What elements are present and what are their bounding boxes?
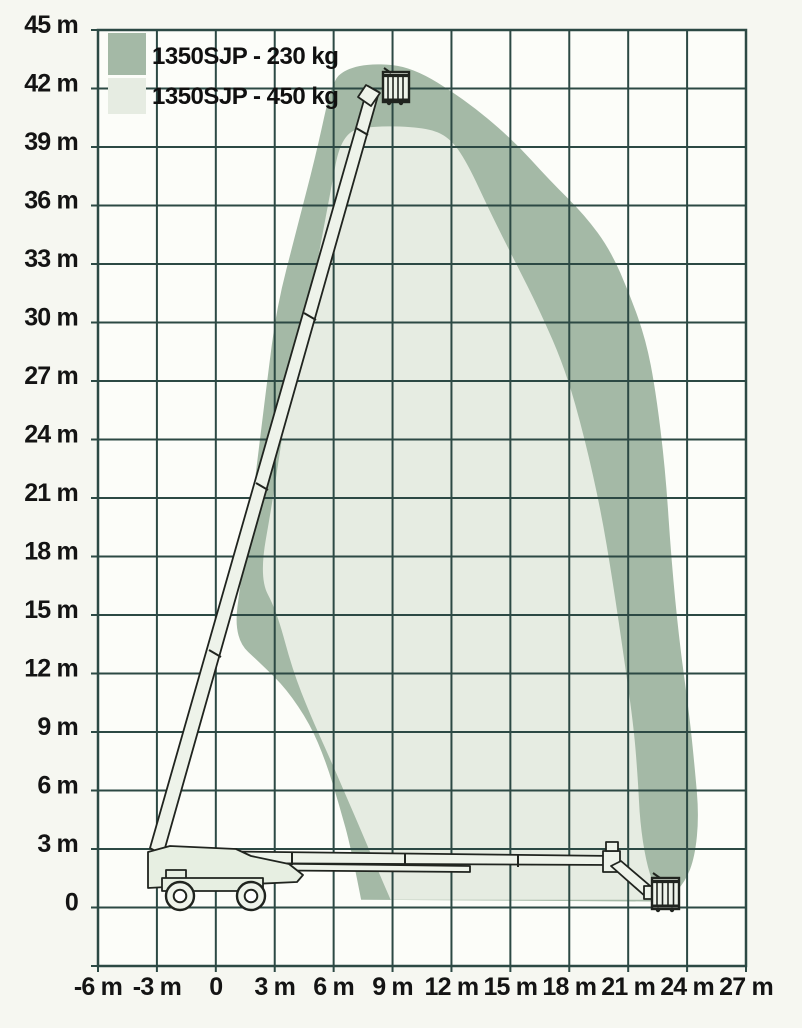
legend-swatch-230kg bbox=[108, 33, 146, 75]
y-tick-label: 45 m bbox=[24, 11, 78, 39]
y-tick-label: 36 m bbox=[24, 186, 78, 215]
y-tick-label: 27 m bbox=[24, 362, 78, 390]
x-tick-label: -3 m bbox=[132, 973, 182, 1001]
y-tick-label: 0 bbox=[64, 888, 78, 917]
x-tick-label: -6 m bbox=[73, 973, 123, 1001]
wheel-hub bbox=[245, 890, 258, 903]
x-tick-label: 6 m bbox=[313, 973, 354, 1001]
y-tick-label: 15 m bbox=[24, 596, 78, 624]
y-tick-label: 6 m bbox=[37, 771, 78, 800]
x-tick-label: 21 m bbox=[601, 973, 656, 1001]
x-tick-label: 15 m bbox=[483, 973, 538, 1001]
y-tick-label: 9 m bbox=[37, 713, 78, 741]
legend-label-450kg: 1350SJP - 450 kg bbox=[152, 83, 339, 110]
x-tick-label: 18 m bbox=[542, 973, 597, 1001]
y-tick-label: 12 m bbox=[24, 654, 78, 683]
y-axis-labels bbox=[24, 11, 78, 917]
basket-caster bbox=[670, 908, 674, 912]
y-tick-label: 39 m bbox=[24, 128, 78, 156]
x-tick-label: 12 m bbox=[424, 973, 479, 1001]
legend-swatch-450kg bbox=[108, 78, 146, 114]
y-tick-label: 33 m bbox=[24, 245, 78, 273]
y-tick-label: 30 m bbox=[24, 303, 78, 332]
y-tick-label: 42 m bbox=[24, 69, 78, 98]
x-tick-label: 24 m bbox=[660, 973, 714, 1001]
x-axis-labels bbox=[74, 973, 773, 1001]
x-tick-label: 3 m bbox=[254, 973, 296, 1001]
y-tick-label: 3 m bbox=[37, 830, 78, 858]
wheel-hub bbox=[174, 890, 187, 903]
y-tick-label: 24 m bbox=[24, 420, 78, 449]
x-tick-label: 27 m bbox=[719, 973, 773, 1001]
jib-elbow-cap bbox=[606, 842, 618, 851]
basket-caster bbox=[656, 908, 660, 912]
x-tick-label: 9 m bbox=[372, 973, 413, 1001]
basket-caster bbox=[387, 101, 391, 105]
legend-label-230kg: 1350SJP - 230 kg bbox=[152, 43, 339, 70]
y-tick-label: 21 m bbox=[24, 479, 78, 507]
x-tick-label: 0 bbox=[209, 973, 223, 1001]
basket-caster bbox=[399, 101, 403, 105]
y-tick-label: 18 m bbox=[24, 537, 78, 566]
